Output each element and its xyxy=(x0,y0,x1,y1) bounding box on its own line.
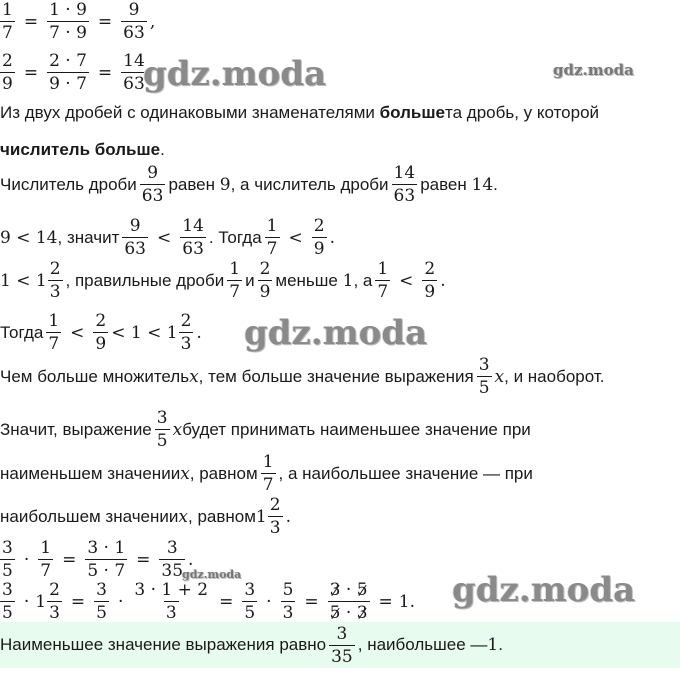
text-line: Значит, выражение $\frac{3}{5}$ x будет принимать наименьшее значение при xyxy=(0,408,531,451)
fraction: $\frac{3}{5}$ xyxy=(244,580,256,623)
fraction: $\frac{2}{3}$ xyxy=(269,495,281,538)
text-line: Из двух дробей с одинаковыми знаменателями больше та дробь, у которой xyxy=(0,103,600,122)
text-line: 9 < 14 , значит $\frac{9}{63}$ < $\frac{14}{63}$ . Тогда $\frac{1}{7}$ < $\frac{2}{9}$ . xyxy=(0,216,335,259)
fraction: $\frac{2}{9}$ xyxy=(424,259,436,302)
fraction: $\frac{1}{7}$ xyxy=(262,452,274,495)
fraction: $\frac{9}{63}$ xyxy=(141,163,164,206)
fraction: $\frac{3}{5}$ xyxy=(2,538,13,581)
fraction: $\frac{2}{3}$ xyxy=(49,580,60,623)
fraction: $\frac{2}{3}$ xyxy=(180,311,192,354)
fraction: $\frac{14}{63}$ xyxy=(123,51,145,94)
answer-line: Наименьшее значение выражения равно $\frac{3}{35}$ , наибольшее — 1 . xyxy=(0,623,503,667)
fraction: $\frac{3}{5}$ xyxy=(156,408,168,451)
fraction: $\frac{2}{3}$ xyxy=(49,259,61,302)
fraction: $\frac{3}{5}$ xyxy=(478,355,490,398)
fraction: $\frac{3 \cdot 1}{5 \cdot 7}$ xyxy=(87,538,126,581)
text-line: числитель больше . xyxy=(0,140,165,159)
fraction: $\frac{1}{7}$ xyxy=(48,311,60,354)
text-line: Чем больше множитель x , тем больше значение выражения $\frac{3}{5}$ x , и наоборот. xyxy=(0,355,605,398)
text-line: наибольшем значении x , равном 1 $\frac{2}{3}$ . xyxy=(0,495,291,538)
fraction: $\frac{1}{7}$ xyxy=(40,538,52,581)
fraction: $\frac{5}{3}$ xyxy=(282,580,294,623)
watermark-logo: gdz.moda xyxy=(244,313,428,353)
watermark-logo: gdz.moda xyxy=(182,568,242,581)
fraction: $\frac{1}{7}$ xyxy=(2,0,13,43)
fraction: $\frac{9}{63}$ xyxy=(123,0,145,43)
fraction: $\frac{14}{63}$ xyxy=(393,163,416,206)
fraction: $\frac{3}{5}$ xyxy=(2,580,13,623)
fraction: $\frac{2}{9}$ xyxy=(259,259,271,302)
text-line: наименьшем значении x , равном $\frac{1}{7}$ , а наибольшее значение — при xyxy=(0,452,533,495)
text-line: Тогда $\frac{1}{7}$ < $\frac{2}{9}$ < 1 < 1 $\frac{2}{3}$ . xyxy=(0,311,202,354)
equation-1: $\frac{1}{7}$ = $\frac{1 \cdot 9}{7 \cdot 9}$ = $\frac{9}{63}$ , xyxy=(2,0,156,43)
fraction: $\frac{1}{7}$ xyxy=(377,259,389,302)
equation-2: $\frac{2}{9}$ = $\frac{2 \cdot 7}{9 \cdot 7}$ = $\frac{14}{63}$ xyxy=(2,51,145,94)
fraction: $\frac{14}{63}$ xyxy=(182,216,204,259)
fraction: $\frac{2}{9}$ xyxy=(313,216,325,259)
equation-4: $\frac{3}{5}$ · 1 $\frac{2}{3}$ = $\frac{3}{5}$ · $\frac{3 \cdot 1 + 2}{3}$ = $\frac{3}{5}$ · $\frac{5}{3}$ = $\frac{3 \cdot 5}{5 \cdot 3}$ = 1 . xyxy=(2,580,416,623)
watermark-logo: gdz.moda xyxy=(143,54,327,94)
fraction: $\frac{3 \cdot 1 + 2}{3}$ xyxy=(134,580,209,623)
text-line: 1 < 1 $\frac{2}{3}$ , правильные дроби $\frac{1}{7}$ и $\frac{2}{9}$ меньше 1 , а $\frac{1}{7}$ < $\frac{2}{9}$ . xyxy=(0,259,446,302)
fraction: $\frac{1}{7}$ xyxy=(229,259,241,302)
fraction-cancelled: $\frac{3 \cdot 5}{5 \cdot 3}$ xyxy=(329,580,368,623)
fraction: $\frac{3}{35}$ xyxy=(161,538,184,581)
fraction: $\frac{1 \cdot 9}{7 \cdot 9}$ xyxy=(49,0,87,43)
fraction: $\frac{3}{35}$ xyxy=(331,623,353,667)
watermark-logo: gdz.moda xyxy=(452,570,636,610)
fraction: $\frac{1}{7}$ xyxy=(266,216,278,259)
fraction: $\frac{3}{5}$ xyxy=(96,580,107,623)
text-line: Числитель дроби $\frac{9}{63}$ равен 9 , а числитель дроби $\frac{14}{63}$ равен 14 . xyxy=(0,163,498,206)
fraction: $\frac{2}{9}$ xyxy=(95,311,107,354)
fraction: $\frac{9}{63}$ xyxy=(124,216,146,259)
fraction: $\frac{2}{9}$ xyxy=(2,51,13,94)
equation-3: $\frac{3}{5}$ · $\frac{1}{7}$ = $\frac{3 \cdot 1}{5 \cdot 7}$ = $\frac{3}{35}$ . xyxy=(2,538,194,581)
watermark-logo: gdz.moda xyxy=(553,61,634,79)
fraction: $\frac{2 \cdot 7}{9 \cdot 7}$ xyxy=(49,51,87,94)
